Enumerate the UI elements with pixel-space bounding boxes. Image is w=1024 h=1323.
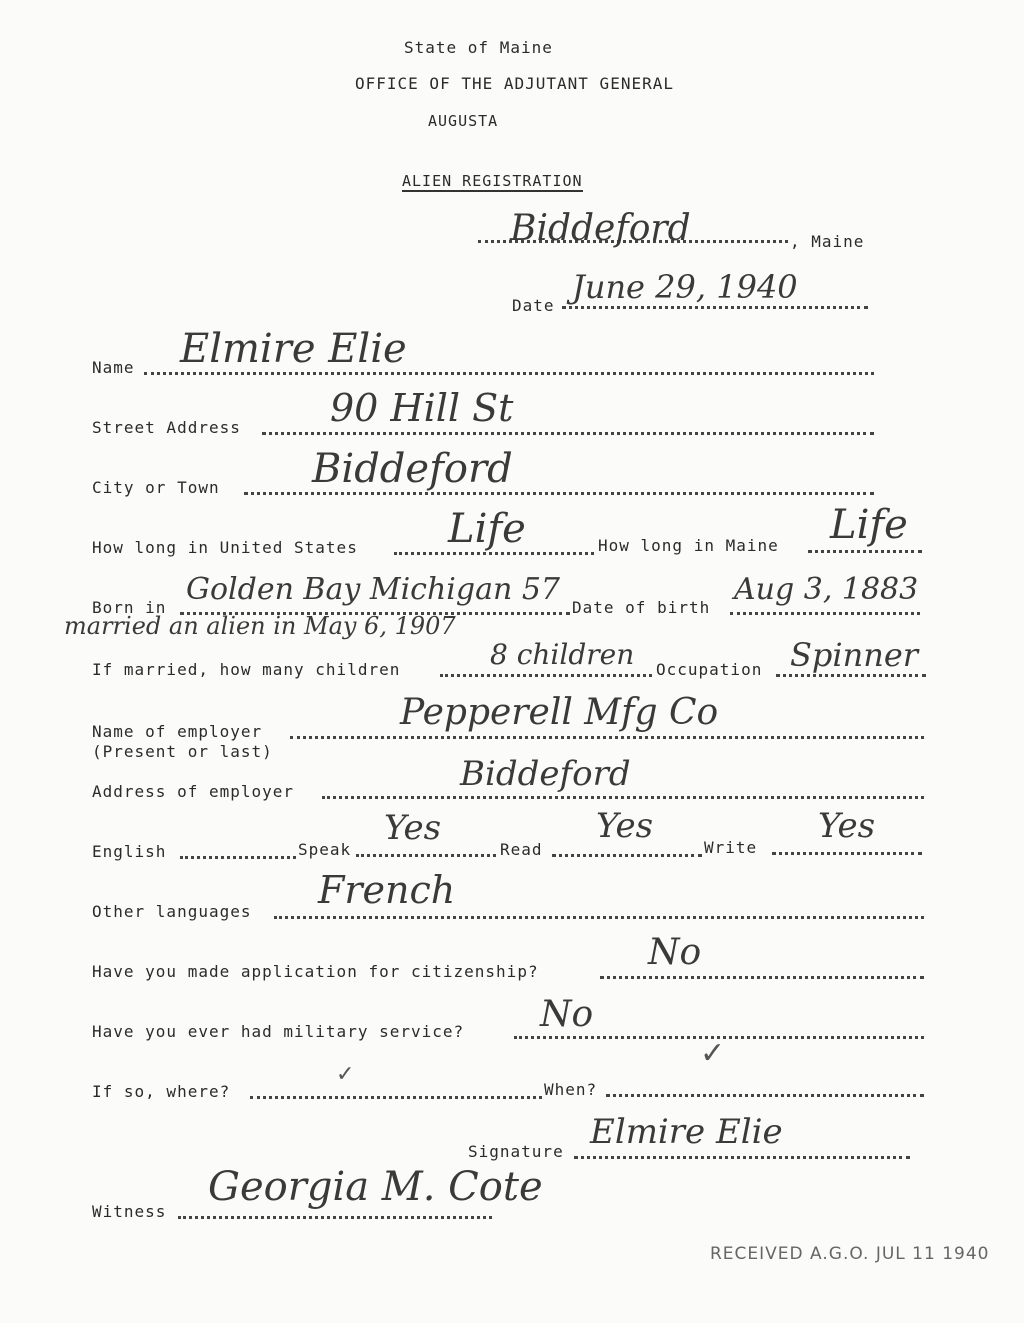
place-value: Biddeford bbox=[510, 208, 691, 249]
read-line bbox=[552, 854, 702, 857]
english-line-1 bbox=[180, 856, 296, 859]
write-line bbox=[772, 852, 922, 855]
how-long-us-label: How long in United States bbox=[92, 538, 358, 557]
employer-address-label: Address of employer bbox=[92, 782, 295, 801]
born-in-label: Born in bbox=[92, 598, 167, 617]
city-value: Biddeford bbox=[312, 446, 513, 492]
military-label: Have you ever had military service? bbox=[92, 1022, 465, 1041]
street-value: 90 Hill St bbox=[330, 386, 514, 430]
employer-line bbox=[290, 736, 924, 739]
citizenship-value: No bbox=[648, 932, 702, 973]
occupation-line bbox=[776, 674, 926, 677]
employer-sublabel: (Present or last) bbox=[92, 742, 273, 761]
form-title: ALIEN REGISTRATION bbox=[402, 172, 583, 190]
when-label: When? bbox=[544, 1080, 598, 1099]
read-value: Yes bbox=[596, 806, 654, 846]
dob-line bbox=[730, 612, 920, 615]
street-label: Street Address bbox=[92, 418, 241, 437]
dob-label: Date of birth bbox=[572, 598, 711, 617]
witness-line bbox=[178, 1216, 492, 1219]
how-long-maine-label: How long in Maine bbox=[598, 536, 779, 555]
when-line bbox=[606, 1094, 924, 1097]
other-languages-value: French bbox=[318, 868, 456, 912]
employer-value: Pepperell Mfg Co bbox=[400, 692, 719, 733]
how-long-us-line bbox=[394, 552, 594, 555]
date-value: June 29, 1940 bbox=[572, 268, 798, 306]
citizenship-label: Have you made application for citizenship? bbox=[92, 962, 539, 981]
married-note: married an alien in May 6, 1907 bbox=[64, 612, 456, 640]
employer-label: Name of employer bbox=[92, 722, 263, 741]
citizenship-line bbox=[600, 976, 924, 979]
children-value: 8 children bbox=[490, 638, 635, 671]
name-line bbox=[144, 372, 874, 375]
speak-label: Speak bbox=[298, 840, 352, 859]
if-so-where-label: If so, where? bbox=[92, 1082, 231, 1101]
read-label: Read bbox=[500, 840, 543, 859]
military-value: No bbox=[540, 994, 594, 1035]
employer-address-line bbox=[322, 796, 924, 799]
children-line bbox=[440, 674, 652, 677]
street-line bbox=[262, 432, 874, 435]
occupation-label: Occupation bbox=[656, 660, 763, 679]
children-label: If married, how many children bbox=[92, 660, 401, 679]
write-label: Write bbox=[704, 838, 758, 857]
how-long-us-value: Life bbox=[448, 506, 526, 552]
received-stamp: RECEIVED A.G.O. JUL 11 1940 bbox=[710, 1244, 990, 1264]
employer-address-value: Biddeford bbox=[460, 754, 631, 794]
if-so-where-line bbox=[250, 1096, 542, 1099]
how-long-maine-line bbox=[808, 550, 922, 553]
witness-label: Witness bbox=[92, 1202, 167, 1221]
name-value: Elmire Elie bbox=[180, 326, 407, 372]
name-label: Name bbox=[92, 358, 135, 377]
header-office: OFFICE OF THE ADJUTANT GENERAL bbox=[355, 74, 674, 93]
other-languages-line bbox=[274, 916, 924, 919]
how-long-maine-value: Life bbox=[830, 502, 908, 548]
signature-label: Signature bbox=[468, 1142, 564, 1161]
where-check-icon: ✓ bbox=[336, 1062, 355, 1087]
place-label: , Maine bbox=[790, 232, 865, 251]
signature-line bbox=[574, 1156, 910, 1159]
dob-value: Aug 3, 1883 bbox=[734, 572, 919, 607]
when-check-icon: ✓ bbox=[700, 1036, 726, 1071]
speak-line bbox=[356, 854, 496, 857]
city-line bbox=[244, 492, 874, 495]
header-state: State of Maine bbox=[404, 38, 553, 57]
date-line bbox=[562, 306, 868, 309]
witness-value: Georgia M. Cote bbox=[208, 1164, 543, 1210]
date-label: Date bbox=[512, 296, 555, 315]
occupation-value: Spinner bbox=[790, 636, 919, 674]
other-languages-label: Other languages bbox=[92, 902, 252, 921]
signature-value: Elmire Elie bbox=[590, 1112, 783, 1152]
speak-value: Yes bbox=[384, 808, 442, 848]
header-city: AUGUSTA bbox=[428, 112, 499, 130]
english-label: English bbox=[92, 842, 167, 861]
write-value: Yes bbox=[818, 806, 876, 846]
city-label: City or Town bbox=[92, 478, 220, 497]
born-in-value: Golden Bay Michigan 57 bbox=[186, 572, 561, 607]
